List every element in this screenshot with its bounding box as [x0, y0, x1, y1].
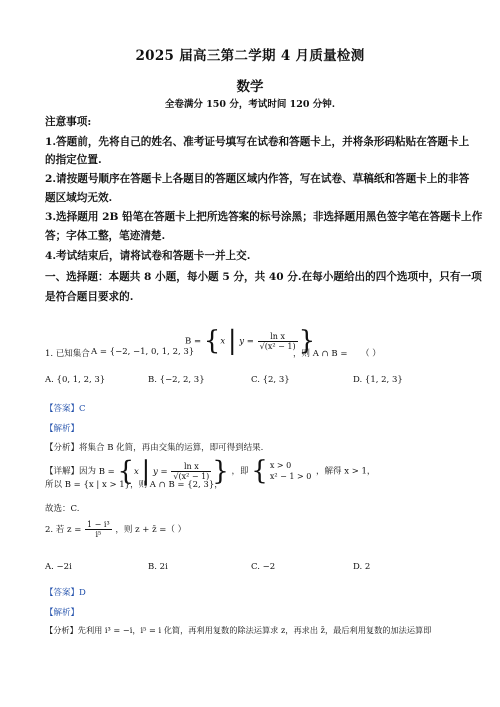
question-2-stem [45, 520, 186, 539]
choice-text: −2i [56, 562, 72, 572]
choice-label: D. [353, 375, 363, 385]
exam-info: 全卷满分 150 分，考试时间 120 分钟. [164, 99, 336, 110]
q1-suffix: ，则 A ∩ B = [293, 349, 348, 359]
q2-choice-d [353, 562, 370, 572]
choice-label: B. [148, 562, 157, 572]
q2-den: i⁵ [95, 530, 102, 539]
q1-set-a: A = {−2, −1, 0, 1, 2, 3} [91, 347, 195, 357]
q1-detail-end: ，解得 x > 1， [316, 466, 376, 477]
q1-detail-mid: ，即 [231, 466, 249, 477]
q1-analysis: 【分析】将集合 B 化简，再由交集的运算，即可得到结果. [45, 443, 264, 453]
choice-text: {1, 2, 3} [364, 375, 403, 385]
q2-prefix: 2. 若 z = [45, 525, 82, 535]
q1-choice-d [353, 375, 403, 385]
q2-choice-c [251, 562, 275, 572]
q1-set-b-num: ln x [258, 332, 298, 342]
q1-choice-c [251, 375, 290, 385]
q1-set-b-y: y = [239, 336, 254, 347]
choice-text: 2 [364, 562, 371, 572]
q2-choice-b [148, 562, 168, 572]
note-line-5: 3.选择题用 2B 铅笔在答题卡上把所选答案的标号涂黑；非选择题用黑色签字笔在答题卡上作 [45, 211, 483, 223]
q2-analysis: 【分析】先利用 i³ = −i，i⁵ = i 化简，再利用复数的除法运算求 z，再求出 z̄，最后利用复数的加法运算即 [45, 625, 432, 635]
page-title: 2025 届高三第二学期 4 月质量检测 [135, 48, 365, 64]
q2-suffix: ，则 z + z̄ =（ ） [115, 525, 187, 535]
q1-detail-y: y = [153, 466, 168, 477]
choice-text: {2, 3} [262, 375, 290, 385]
note-line-4: 题区域均无效. [45, 192, 113, 204]
q1-detail-sys1: x > 0 [269, 461, 292, 470]
q2-choice-a [45, 562, 72, 572]
q1-analysis-tag: 【解析】 [45, 424, 80, 434]
q1-detail-prefix: 【详解】因为 [45, 466, 97, 477]
q1-final: 故选：C. [45, 504, 80, 514]
q1-detail-var: x [134, 466, 139, 477]
q1-set-b-den: √(x² − 1) [259, 341, 296, 351]
choice-label: C. [251, 375, 260, 385]
q1-detail: 【详解】因为 B = {x | y = $\frac{\text{ln x}}{\text{√(x² − 1)}}$ } ，即 { x > 0 x² − 1 > 0 ，解得 x > 1， [45, 456, 376, 486]
note-line-2: 的指定位置. [45, 154, 102, 166]
q1-set-b-var: x [220, 336, 226, 347]
choice-text: 2i [159, 562, 168, 572]
section-heading-line2: 是符合题目要求的. [45, 291, 134, 303]
q2-answer: 【答案】D [45, 588, 86, 598]
q1-set-b-left: B = [185, 336, 204, 347]
q1-choice-a [45, 375, 105, 385]
q2-num: 1 − i³ [87, 520, 110, 529]
q1-detail-set-b-left: B = [98, 466, 118, 477]
subject-title: 数学 [236, 79, 264, 95]
note-line-6: 答；字体工整，笔迹清楚. [45, 230, 166, 242]
choice-text: {0, 1, 2, 3} [56, 375, 106, 385]
q1-choice-b [148, 375, 205, 385]
note-line-3: 2.请按题号顺序在答题卡上各题目的答题区域内作答，写在试卷、草稿纸和答题卡上的非答 [45, 173, 470, 185]
q1-detail-den: √(x² − 1) [173, 471, 210, 481]
q1-answer: 【答案】C [45, 404, 86, 414]
q1-detail-sys2: x² − 1 > 0 [269, 472, 312, 481]
choice-label: A. [45, 375, 54, 385]
notes-heading: 注意事项: [45, 116, 92, 128]
q1-paren: （ ） [361, 349, 381, 359]
choice-label: C. [251, 562, 260, 572]
choice-label: A. [45, 562, 54, 572]
question-1-stem [45, 318, 485, 364]
q1-set-b: B = {x | y = $\frac{\text{ln x}}{\text{√(x² − 1)}}$ } [185, 326, 316, 356]
q2-fraction [85, 520, 112, 539]
choice-text: −2 [262, 562, 276, 572]
choice-label: B. [148, 375, 157, 385]
q1-prefix: 1. 已知集合 [45, 349, 90, 359]
choice-text: {−2, 2, 3} [159, 375, 205, 385]
note-line-1: 1.答题前，先将自己的姓名、准考证号填写在试卷和答题卡上，并将条形码粘贴在答题卡上 [45, 136, 470, 148]
q1-detail-num: ln x [171, 462, 211, 472]
q1-detail-set-b: B = {x | y = $\frac{\text{ln x}}{\text{√(x² − 1)}}$ } [98, 456, 229, 486]
choice-label: D. [353, 562, 363, 572]
note-line-7: 4.考试结束后，请将试卷和答题卡一并上交. [45, 250, 251, 262]
q1-conclusion: 所以 B = {x | x > 1}，则 A ∩ B = {2, 3}， [45, 480, 223, 490]
q1-set-b-fraction [258, 332, 298, 351]
q1-detail-system [270, 460, 311, 482]
q2-analysis-tag: 【解析】 [45, 608, 80, 618]
section-heading-line1: 一、选择题：本题共 8 小题，每小题 5 分，共 40 分.在每小题给出的四个选项中，只有一项 [45, 271, 482, 283]
